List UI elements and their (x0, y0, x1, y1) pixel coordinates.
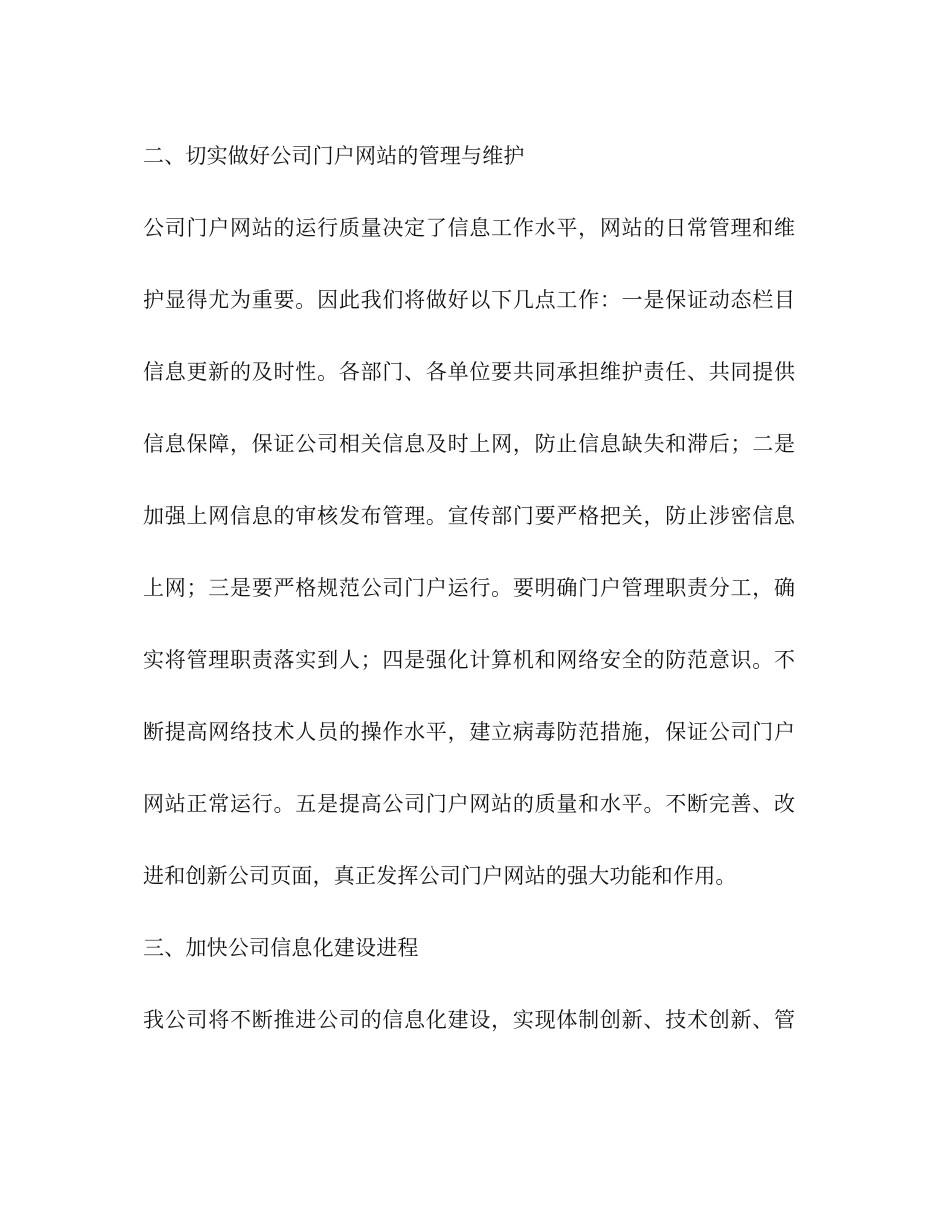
section-heading-2: 二、切实做好公司门户网站的管理与维护 (143, 144, 525, 168)
paragraph-line: 我公司将不断推进公司的信息化建设，实现体制创新、技术创新、管 (143, 1008, 795, 1032)
paragraph-line: 上网；三是要严格规范公司门户运行。要明确门户管理职责分工，确 (143, 576, 795, 600)
paragraph-line: 加强上网信息的审核发布管理。宣传部门要严格把关，防止涉密信息 (143, 504, 795, 528)
paragraph-line: 进和创新公司页面，真正发挥公司门户网站的强大功能和作用。 (143, 864, 737, 888)
paragraph-line: 信息更新的及时性。各部门、各单位要共同承担维护责任、共同提供 (143, 360, 795, 384)
section-heading-3: 三、加快公司信息化建设进程 (143, 936, 419, 960)
paragraph-line: 网站正常运行。五是提高公司门户网站的质量和水平。不断完善、改 (143, 792, 795, 816)
paragraph-line: 护显得尤为重要。因此我们将做好以下几点工作：一是保证动态栏目 (143, 288, 795, 312)
paragraph-line: 实将管理职责落实到人；四是强化计算机和网络安全的防范意识。不 (143, 648, 795, 672)
paragraph-line: 信息保障，保证公司相关信息及时上网，防止信息缺失和滞后；二是 (143, 432, 795, 456)
paragraph-line: 公司门户网站的运行质量决定了信息工作水平，网站的日常管理和维 (143, 216, 795, 240)
paragraph-line: 断提高网络技术人员的操作水平，建立病毒防范措施，保证公司门户 (143, 720, 795, 744)
